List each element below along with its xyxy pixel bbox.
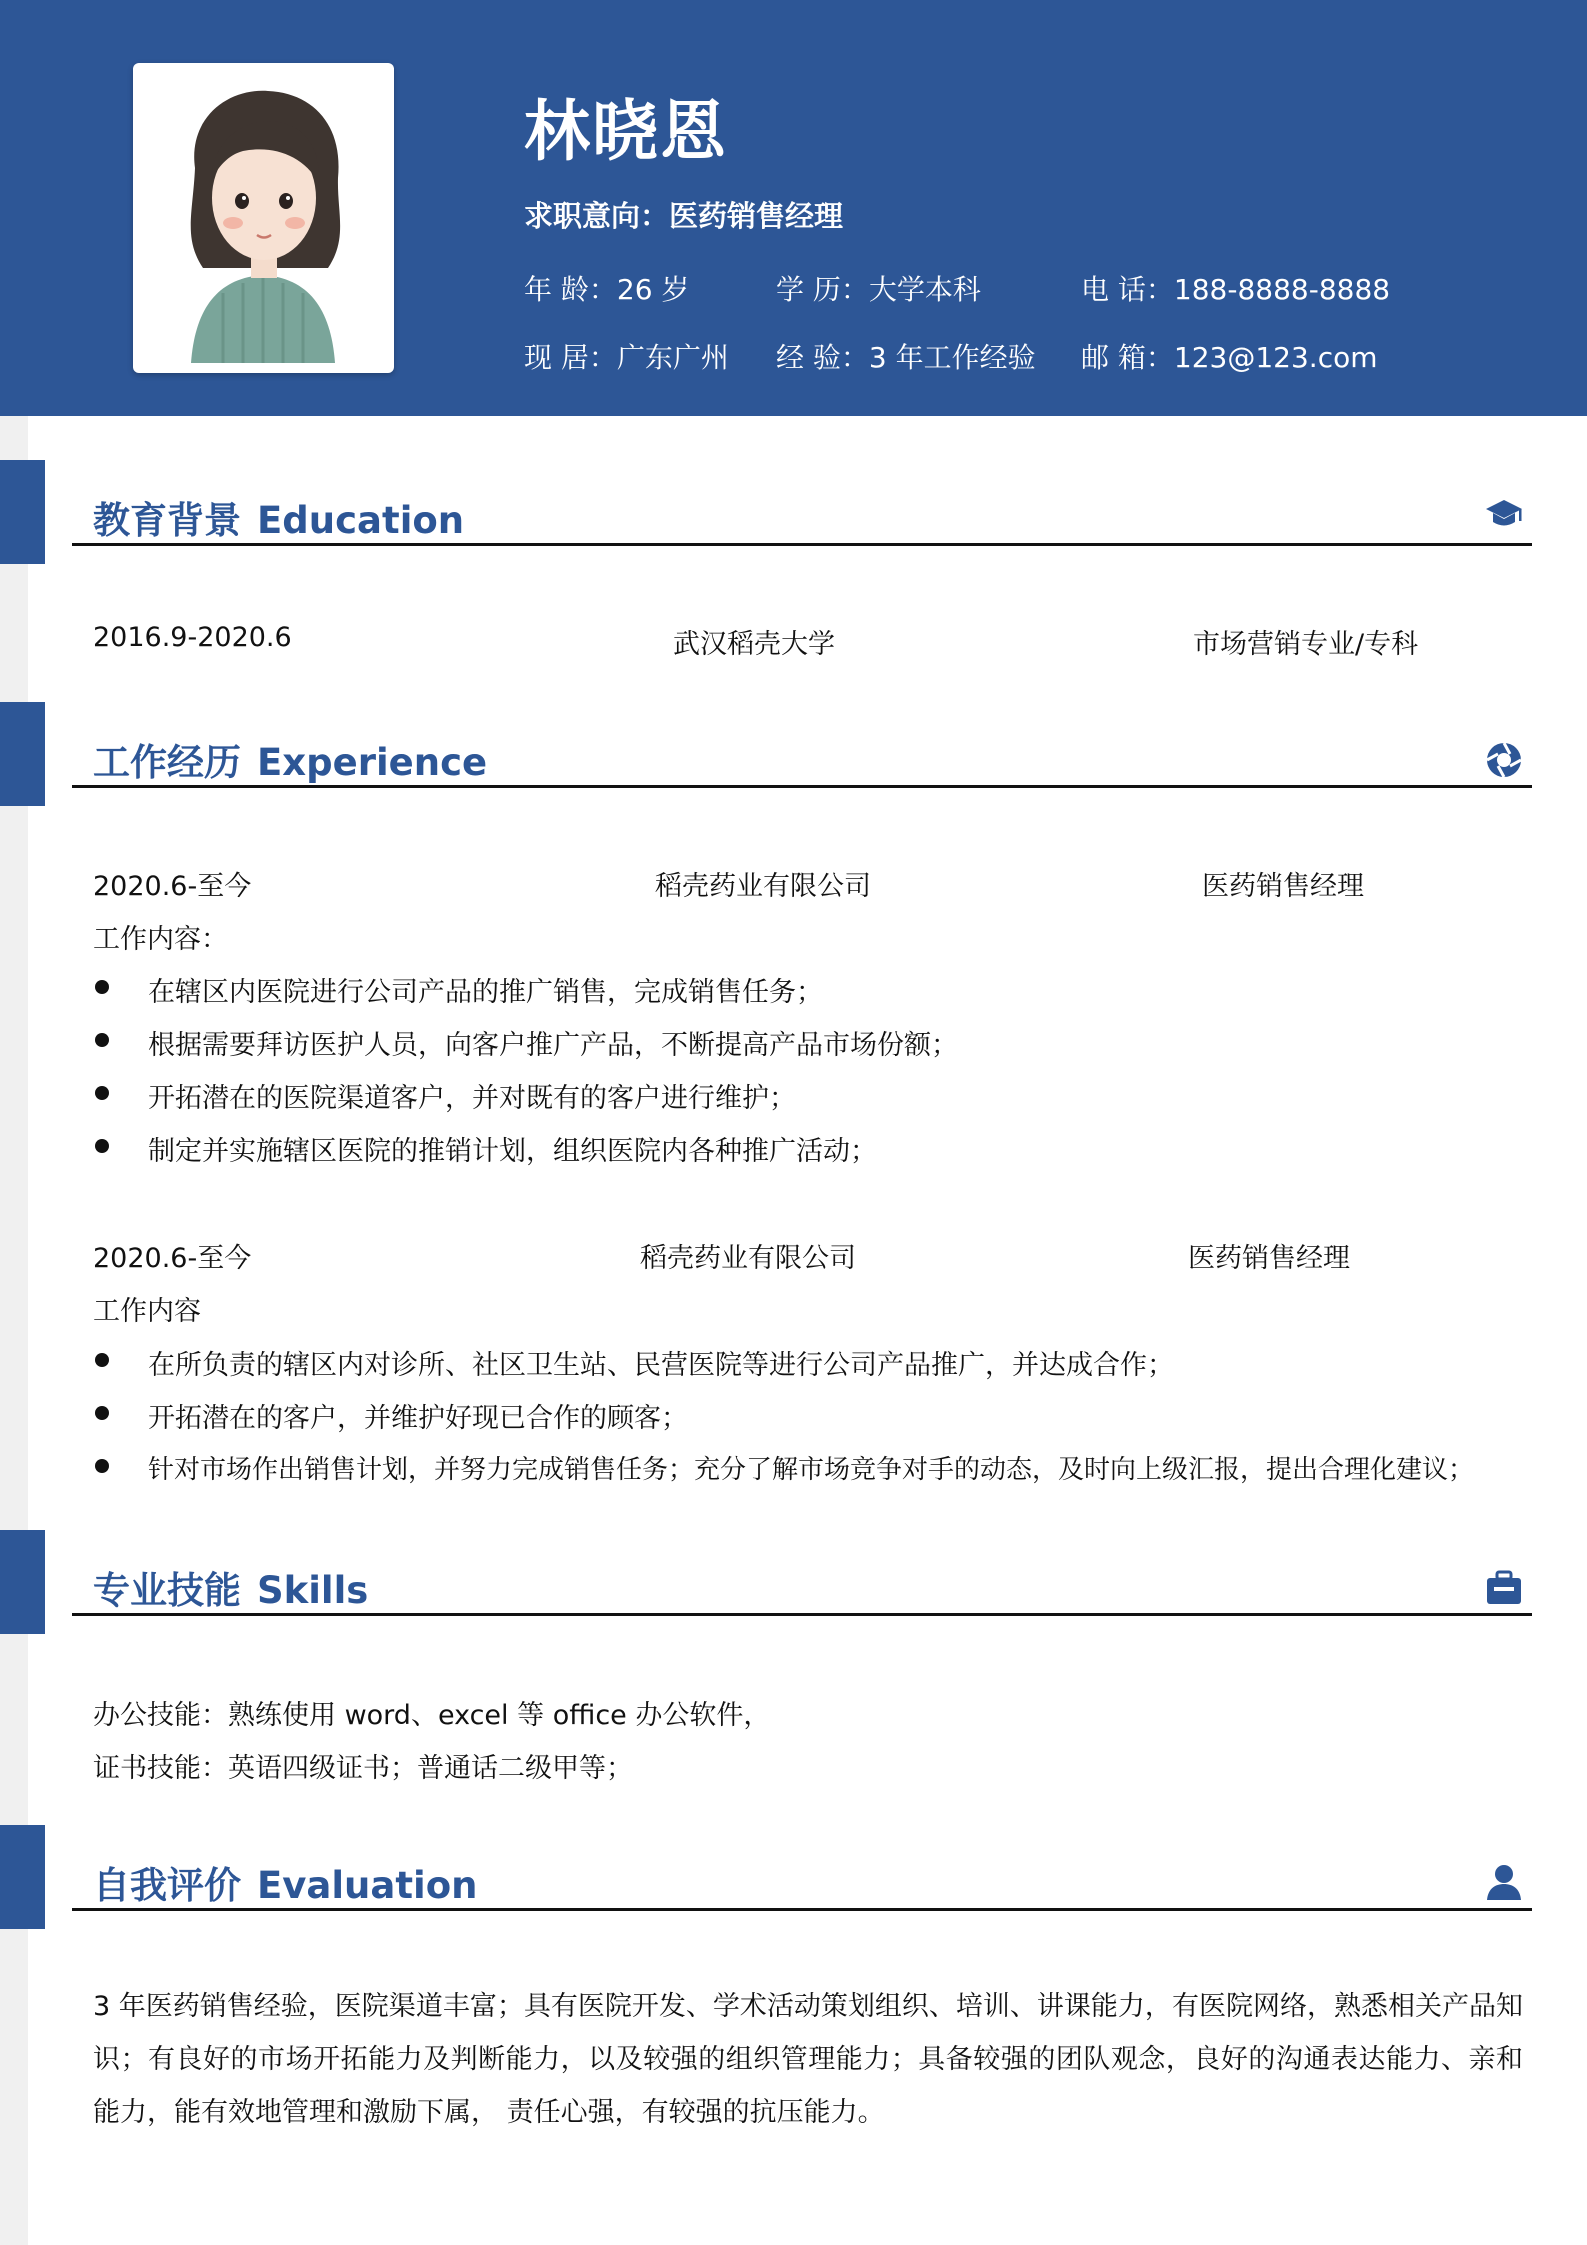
graduation-cap-icon — [1484, 494, 1524, 534]
info-education-label: 学 历： — [776, 273, 869, 306]
info-email — [1081, 336, 1378, 376]
job-1-position: 医药销售经理 — [1202, 871, 1364, 902]
job-2-duty-2: 开拓潜在的客户，并维护好现已合作的顾客； — [148, 1403, 688, 1434]
info-experience-value: 3 年工作经验 — [868, 341, 1036, 374]
education-title-en: Education — [257, 499, 465, 542]
info-residence-value: 广东广州 — [616, 341, 729, 374]
job-1-duty-1: 在辖区内医院进行公司产品的推广销售，完成销售任务； — [148, 977, 823, 1008]
evaluation-title — [93, 1855, 477, 1909]
skills-divider — [72, 1613, 1532, 1616]
info-residence — [524, 336, 729, 376]
education-marker — [0, 460, 45, 564]
bullet-dot — [95, 1459, 109, 1473]
education-title — [93, 490, 464, 544]
experience-title-cn: 工作经历 — [93, 741, 241, 784]
bullet-dot — [95, 980, 109, 994]
experience-marker — [0, 702, 45, 806]
info-education-value: 大学本科 — [868, 273, 981, 306]
skills-office: 办公技能：熟练使用 word、excel 等 office 办公软件， — [93, 1700, 771, 1731]
avatar-illustration — [133, 63, 394, 373]
info-age-label: 年 龄： — [524, 273, 617, 306]
job-1-period: 2020.6-至今 — [93, 871, 252, 902]
evaluation-text: 3 年医药销售经验，医院渠道丰富；具有医院开发、学术活动策划组织、培训、讲课能力，有医院网络，熟悉相关产品知识；有良好的市场开拓能力及判断能力，以及较强的组织管理能力；具备较强的团队观念，良好的沟通表达能力、亲和能力，能有效地管理和激励下属， 责任心强，有较强的抗压能力。 — [93, 1991, 1523, 2128]
education-divider — [72, 543, 1532, 546]
experience-divider — [72, 785, 1532, 788]
info-experience-label: 经 验： — [776, 341, 869, 374]
bullet-dot — [95, 1086, 109, 1100]
info-age-value: 26 岁 — [616, 273, 690, 306]
education-major: 市场营销专业/专科 — [1193, 629, 1419, 660]
job-2-position: 医药销售经理 — [1188, 1243, 1350, 1274]
info-phone — [1081, 268, 1390, 308]
info-residence-label: 现 居： — [524, 341, 617, 374]
job-2-content-label: 工作内容 — [93, 1296, 201, 1327]
job-1-duty-4: 制定并实施辖区医院的推销计划，组织医院内各种推广活动； — [148, 1136, 877, 1167]
experience-title-en: Experience — [257, 741, 488, 784]
bullet-dot — [95, 1033, 109, 1047]
toolbox-icon — [1484, 1568, 1524, 1608]
evaluation-title-cn: 自我评价 — [93, 1864, 241, 1907]
education-period: 2016.9-2020.6 — [93, 622, 292, 653]
evaluation-title-en: Evaluation — [257, 1864, 478, 1907]
info-experience — [776, 336, 1036, 376]
info-email-value: 123@123.com — [1173, 341, 1378, 374]
job-1-duty-3: 开拓潜在的医院渠道客户，并对既有的客户进行维护； — [148, 1083, 796, 1114]
left-side-strip — [0, 416, 28, 2245]
skills-title — [93, 1560, 368, 1614]
job-1-content-label: 工作内容： — [93, 924, 228, 955]
bullet-dot — [95, 1406, 109, 1420]
evaluation-marker — [0, 1825, 45, 1929]
skills-title-en: Skills — [257, 1569, 369, 1612]
job-intent: 求职意向：医药销售经理 — [524, 199, 844, 233]
skills-certificates: 证书技能：英语四级证书；普通话二级甲等； — [93, 1753, 633, 1784]
education-title-cn: 教育背景 — [93, 499, 241, 542]
user-icon — [1484, 1862, 1524, 1902]
evaluation-divider — [72, 1908, 1532, 1911]
job-2-duty-3: 针对市场作出销售计划，并努力完成销售任务；充分了解市场竞争对手的动态，及时向上级汇报，提出合理化建议； — [148, 1455, 1475, 1485]
info-phone-label: 电 话： — [1081, 273, 1174, 306]
avatar-photo — [133, 63, 394, 373]
info-phone-value: 188-8888-8888 — [1173, 273, 1391, 306]
resume-header — [0, 0, 1587, 416]
candidate-name: 林晓恩 — [524, 93, 728, 170]
experience-title — [93, 732, 487, 786]
bullet-dot — [95, 1353, 109, 1367]
skills-marker — [0, 1530, 45, 1634]
job-2-company: 稻壳药业有限公司 — [640, 1243, 856, 1274]
job-1-duty-2: 根据需要拜访医护人员，向客户推广产品，不断提高产品市场份额； — [148, 1030, 958, 1061]
bullet-dot — [95, 1139, 109, 1153]
job-2-period: 2020.6-至今 — [93, 1243, 252, 1274]
info-education — [776, 268, 981, 308]
skills-title-cn: 专业技能 — [93, 1569, 241, 1612]
info-email-label: 邮 箱： — [1081, 341, 1174, 374]
info-age — [524, 268, 689, 308]
job-1-company: 稻壳药业有限公司 — [655, 871, 871, 902]
education-school: 武汉稻壳大学 — [673, 629, 835, 660]
aperture-icon — [1484, 740, 1524, 780]
job-2-duty-1: 在所负责的辖区内对诊所、社区卫生站、民营医院等进行公司产品推广，并达成合作； — [148, 1350, 1174, 1381]
